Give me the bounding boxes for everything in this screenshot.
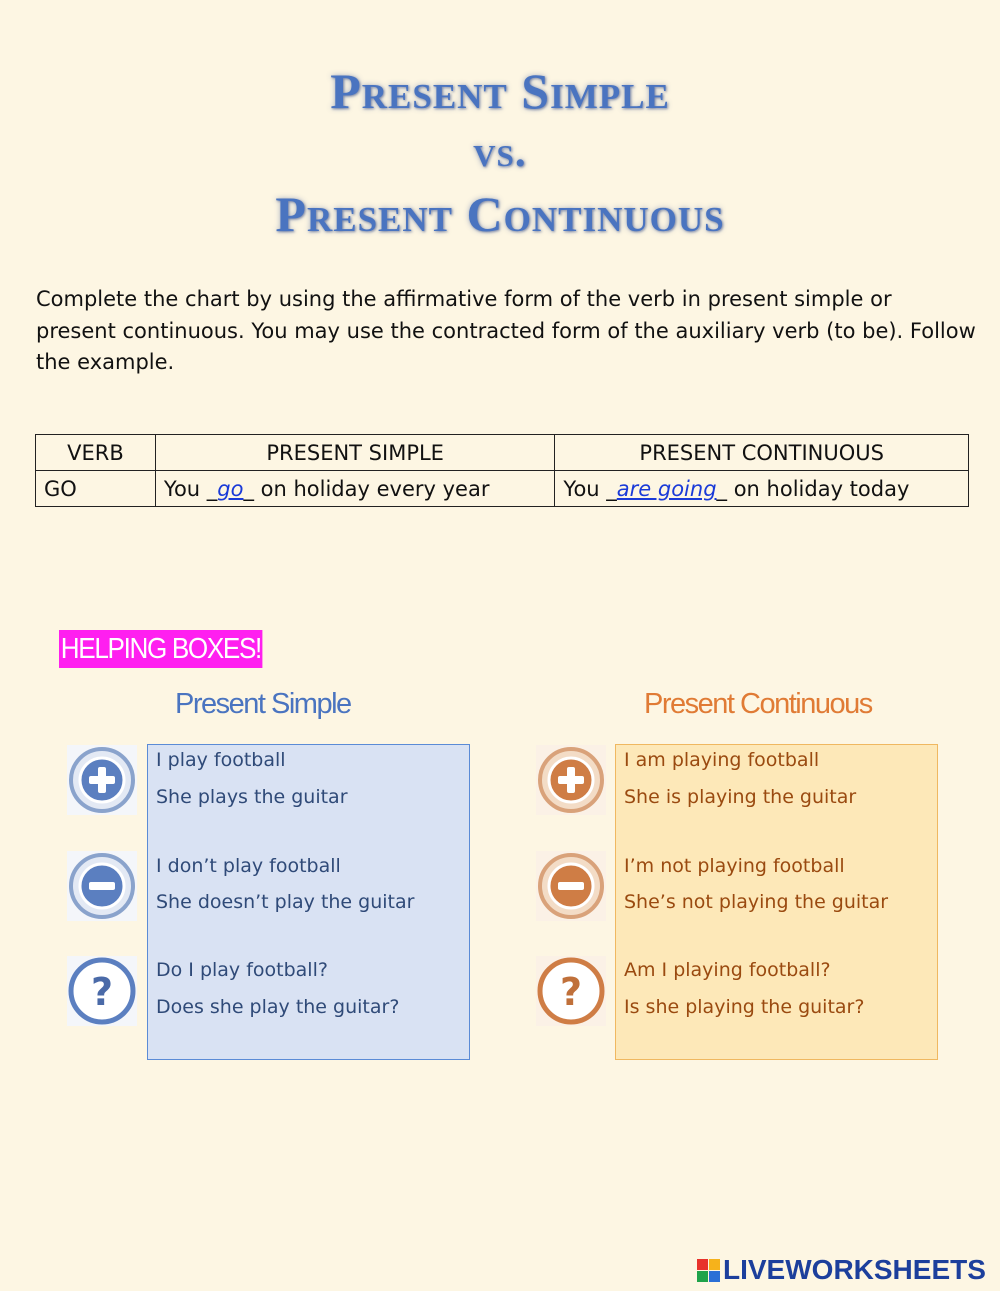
header-present-continuous: PRESENT CONTINUOUS <box>555 435 969 471</box>
verb-chart <box>35 434 969 507</box>
helping-boxes-label: HELPING BOXES! <box>59 630 263 668</box>
continuous-answer[interactable]: are going <box>616 476 717 501</box>
minus-icon <box>536 851 606 921</box>
present-continuous-box <box>615 744 938 1060</box>
continuous-negative-1: I’m not playing football <box>624 855 845 877</box>
liveworksheets-logo[interactable] <box>697 1254 986 1286</box>
simple-question-1: Do I play football? <box>156 959 328 981</box>
logo-mark-icon <box>697 1259 720 1282</box>
simple-cell <box>155 471 555 507</box>
simple-negative-1: I don’t play football <box>156 855 341 877</box>
minus-icon <box>67 851 137 921</box>
title-line-2: vs. <box>473 127 527 176</box>
svg-text:?: ? <box>90 970 114 1014</box>
present-continuous-heading: Present Continuous <box>644 688 872 720</box>
instructions: Complete the chart by using the affirmative form of the verb in present simple or present continuous. You may use the contracted form of the auxiliary verb (to be). Follow the example. <box>36 287 976 374</box>
plus-icon <box>536 745 606 815</box>
question-icon <box>67 956 137 1026</box>
continuous-affirmative-1: I am playing football <box>624 749 820 771</box>
simple-affirmative-1: I play football <box>156 749 286 771</box>
simple-question-2: Does she play the guitar? <box>156 996 400 1018</box>
verb-cell: GO <box>36 471 156 507</box>
chart-header-row <box>36 435 969 471</box>
svg-text:?: ? <box>559 970 583 1014</box>
continuous-question-2: Is she playing the guitar? <box>624 996 865 1018</box>
title-line-3: Present Continuous <box>275 186 725 242</box>
plus-icon <box>67 745 137 815</box>
continuous-cell <box>555 471 969 507</box>
header-present-simple: PRESENT SIMPLE <box>155 435 555 471</box>
continuous-prefix: You _ <box>563 476 617 501</box>
continuous-suffix: _ on holiday today <box>716 476 910 501</box>
logo-text: LIVEWORKSHEETS <box>723 1254 986 1285</box>
simple-prefix: You _ <box>163 476 218 501</box>
present-simple-box <box>147 744 470 1060</box>
continuous-negative-2: She’s not playing the guitar <box>624 891 889 913</box>
question-icon <box>536 956 606 1026</box>
present-simple-heading: Present Simple <box>175 688 351 720</box>
simple-answer[interactable]: go <box>217 476 244 501</box>
title-line-1: Present Simple <box>330 63 670 119</box>
simple-suffix: _ on holiday every year <box>243 476 490 501</box>
simple-affirmative-2: She plays the guitar <box>156 786 348 808</box>
header-verb: VERB <box>36 435 156 471</box>
table-row <box>36 471 969 507</box>
continuous-affirmative-2: She is playing the guitar <box>624 786 857 808</box>
simple-negative-2: She doesn’t play the guitar <box>156 891 415 913</box>
continuous-question-1: Am I playing football? <box>624 959 831 981</box>
